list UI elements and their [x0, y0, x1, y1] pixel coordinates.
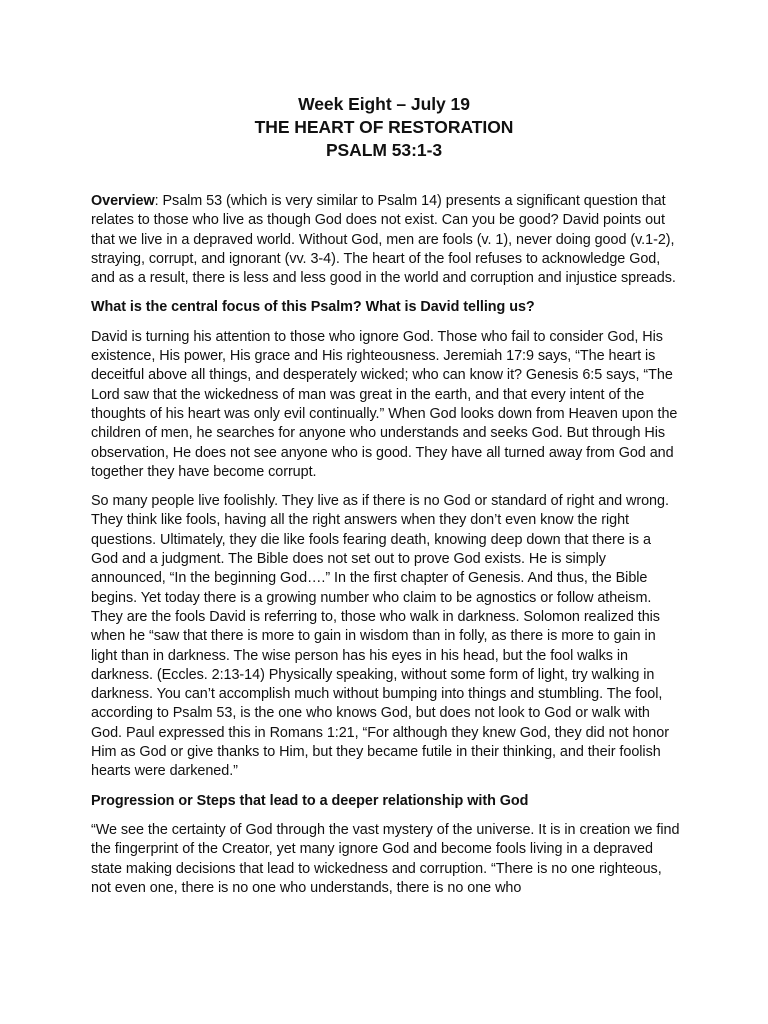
week-title: Week Eight – July 19 — [298, 94, 470, 114]
scripture-reference: PSALM 53:1-3 — [325, 140, 443, 160]
body-paragraph-3: “We see the certainty of God through the vast mystery of the universe. It is in creation we find the fingerprint of the Creator, yet many ignore God and become fools living in a depraved state making decisions that lead to wickedness and corruption. “There is no one righteous, not even one, there is no one who understands, there is no one who — [91, 821, 680, 896]
body-paragraph-1: David is turning his attention to those who ignore God. Those who fail to consider God, His existence, His power, His grace and His righteousness. Jeremiah 17:9 says, “The heart is deceitful above all things, and desperately wicked; who can know it? Genesis 6:5 says, “The Lord saw that the wickedness of man was great in the earth, and that every intent of the thoughts of his heart was only evil continually.” When God looks down from Heaven upon the children of men, he searches for anyone who understands and seeks God. But through His observation, He does not see anyone who is good. They have all turned away from God and together they have become corrupt. — [91, 328, 678, 480]
overview-text: : Psalm 53 (which is very similar to Psalm 14) presents a significant question that relates to those who live as though God does not exist. Can you be good? David points out that we live in a depraved world. Without God, men are fools (v. 1), never doing good (v.1-2), straying, corrupt, and ignorant (vv. 3-4). The heart of the fool refuses to acknowledge God, and as a result, there is less and less good in the world and corruption and injustice spreads. — [91, 193, 676, 287]
lesson-title: THE HEART OF RESTORATION — [254, 117, 514, 137]
section-heading-central-focus: What is the central focus of this Psalm? What is David telling us? — [91, 299, 535, 316]
section-heading-progression: Progression or Steps that lead to a deeper relationship with God — [91, 792, 529, 809]
body-paragraph-2: So many people live foolishly. They live as if there is no God or standard of right and wrong. They think like fools, having all the right answers when they don’t even know the right questions. Ultimately, they die like fools fearing death, knowing deep down that there is a God and a judgment. The Bible does not set out to prove God exists. He is simply announced, “In the beginning God….” In the first chapter of Genesis. And thus, the Bible begins. Yet today there is a growing number who claim to be agnostics or follow atheism. They are the fools David is referring to, those who walk in darkness. Solomon realized this when he “saw that there is more to gain in wisdom than in folly, as there is more to gain in light than in darkness. The wise person has his eyes in his head, but the fool walks in darkness. (Eccles. 2:13-14) Physically speaking, without some form of light, try walking in darkness. You can’t accomplish much without bumping into things and stumbling. The fool, according to Psalm 53, is the one who knows God, but does not look to God or walk with God. Paul expressed this in Romans 1:21, “For although they knew God, they did not honor Him as God or give thanks to Him, but they became futile in their thinking, and their foolish hearts were darkened.” — [91, 493, 669, 780]
title-block — [0, 93, 768, 162]
overview-paragraph — [91, 192, 681, 288]
overview-label: Overview — [91, 193, 155, 209]
document-body — [91, 192, 681, 908]
